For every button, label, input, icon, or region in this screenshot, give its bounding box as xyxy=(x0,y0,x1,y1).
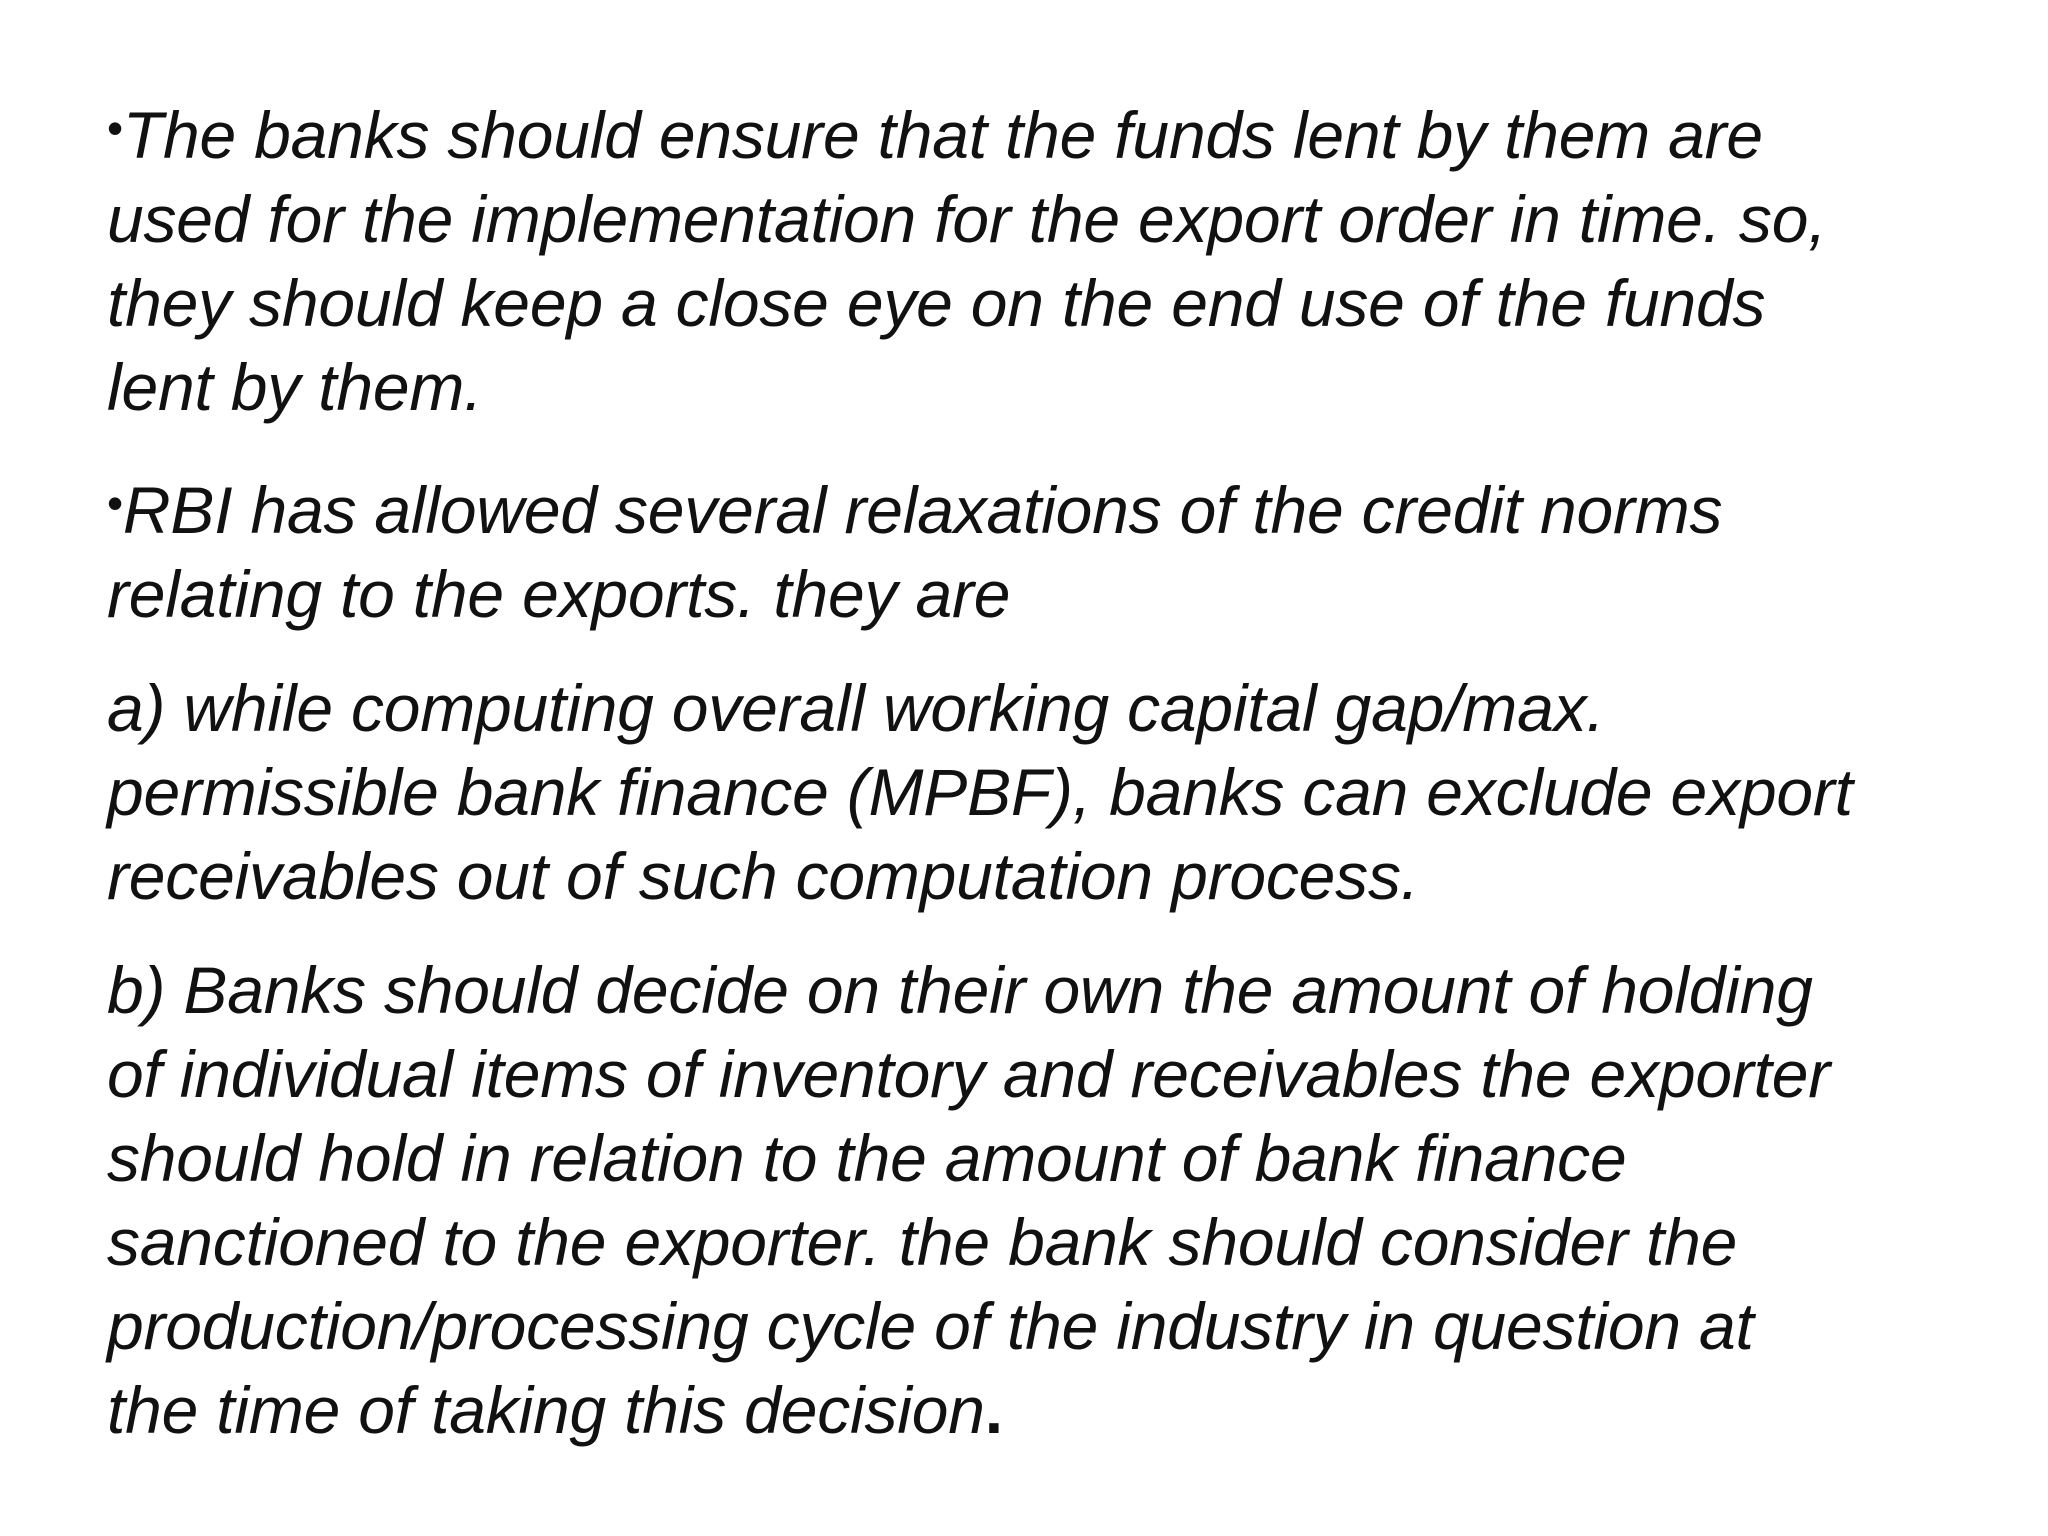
paragraph-funds-end-use xyxy=(107,86,1987,429)
bullet-icon: • xyxy=(107,102,123,154)
paragraph-text: b) Banks should decide on their own the amount of holding of individual items of inventory and receivables the exporter should hold in relation to the amount of bank finance sanctioned to the exporter. the bank should consider the production/processing cycle of the industry in question at the time of taking this decision xyxy=(107,953,1831,1447)
paragraph-item-b xyxy=(107,948,1987,1452)
paragraph-rbi-relaxations xyxy=(107,461,1987,636)
paragraph-text: RBI has allowed several relaxations of the credit norms relating to the exports. they are xyxy=(107,473,1723,631)
paragraph-item-a xyxy=(107,666,1987,918)
end-period: . xyxy=(984,1373,1003,1447)
slide-body xyxy=(107,86,1987,1452)
bullet-icon: • xyxy=(107,477,123,529)
paragraph-text: a) while computing overall working capital gap/max. permissible bank finance (MPBF), banks can exclude export receivables out of such computation process. xyxy=(107,671,1853,913)
paragraph-text: The banks should ensure that the funds lent by them are used for the implementation for the export order in time. so, they should keep a close eye on the end use of the funds lent by them. xyxy=(107,98,1827,424)
